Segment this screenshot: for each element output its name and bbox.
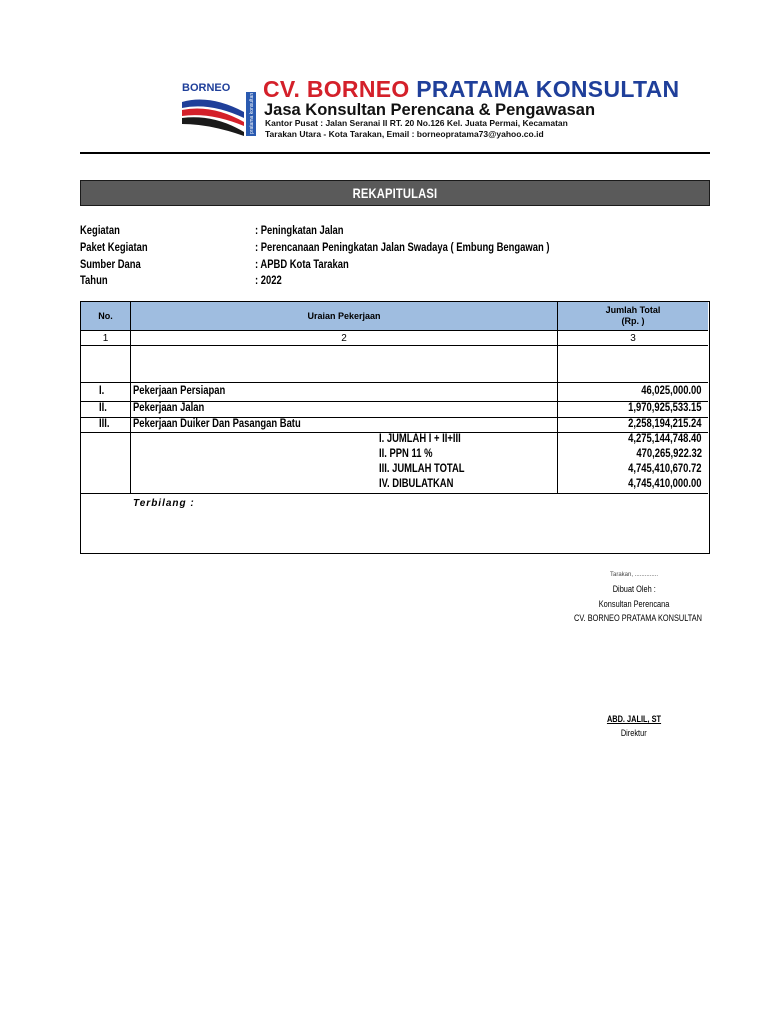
logo-text: BORNEO bbox=[182, 82, 231, 94]
company-name bbox=[263, 76, 679, 103]
logo-side-text: pratama konsultan bbox=[249, 92, 255, 134]
title-bar bbox=[80, 180, 710, 206]
info-value: : APBD Kota Tarakan bbox=[255, 259, 349, 271]
address-line-1: Kantor Pusat : Jalan Seranai II RT. 20 No.126 Kel. Juata Permai, Kecamatan bbox=[265, 118, 568, 128]
item-no: III. bbox=[99, 418, 110, 430]
col-number: 3 bbox=[558, 331, 708, 346]
company-name-suffix: PRATAMA KONSULTAN bbox=[416, 76, 680, 102]
info-label: Paket Kegiatan bbox=[80, 242, 148, 254]
item-uraian: Pekerjaan Persiapan bbox=[133, 385, 226, 397]
summary-amount: 4,275,144,748.40 bbox=[628, 433, 702, 445]
info-label: Sumber Dana bbox=[80, 259, 141, 271]
company-tagline: Jasa Konsultan Perencana & Pengawasan bbox=[264, 101, 596, 119]
header-divider bbox=[80, 152, 710, 154]
signatory-position: Direktur bbox=[621, 728, 647, 738]
header-uraian: Uraian Pekerjaan bbox=[131, 302, 558, 331]
summary-amount: 4,745,410,000.00 bbox=[628, 478, 702, 490]
item-no: I. bbox=[99, 385, 105, 397]
summary-label: IV. DIBULATKAN bbox=[379, 478, 454, 490]
col-number: 2 bbox=[131, 331, 558, 346]
company-logo bbox=[180, 78, 258, 138]
signature-company: CV. BORNEO PRATAMA KONSULTAN bbox=[574, 613, 703, 623]
item-uraian: Pekerjaan Duiker Dan Pasangan Batu bbox=[133, 418, 301, 430]
summary-label: III. JUMLAH TOTAL bbox=[379, 463, 465, 475]
summary-label: II. PPN 11 % bbox=[379, 448, 433, 460]
info-value: : 2022 bbox=[255, 275, 282, 287]
item-no: II. bbox=[99, 402, 107, 414]
prepared-by: Dibuat Oleh : bbox=[612, 584, 656, 594]
item-uraian: Pekerjaan Jalan bbox=[133, 402, 205, 414]
header-jumlah: Jumlah Total (Rp. ) bbox=[558, 302, 708, 331]
info-label: Tahun bbox=[80, 275, 108, 287]
summary-amount: 470,265,922.32 bbox=[636, 448, 702, 460]
consultant-role: Konsultan Perencana bbox=[598, 599, 670, 609]
info-row-paket bbox=[0, 242, 768, 256]
info-row-kegiatan bbox=[0, 225, 768, 239]
col-number: 1 bbox=[81, 331, 131, 346]
summary-label: I. JUMLAH I + II+III bbox=[379, 433, 461, 445]
info-value: : Perencanaan Peningkatan Jalan Swadaya ( Embung Bengawan ) bbox=[255, 242, 550, 254]
info-label: Kegiatan bbox=[80, 225, 120, 237]
item-amount: 46,025,000.00 bbox=[641, 385, 702, 397]
info-value: : Peningkatan Jalan bbox=[255, 225, 344, 237]
recap-table bbox=[80, 301, 710, 554]
summary-amount: 4,745,410,670.72 bbox=[628, 463, 702, 475]
signatory-name: ABD. JALIL, ST bbox=[606, 714, 662, 724]
document-title: REKAPITULASI bbox=[352, 185, 438, 201]
place-date: Tarakan, .............. bbox=[609, 572, 659, 578]
item-amount: 2,258,194,215.24 bbox=[628, 418, 702, 430]
terbilang-label: Terbilang : bbox=[133, 498, 195, 509]
header-no: No. bbox=[81, 302, 131, 331]
company-name-prefix: CV. BORNEO bbox=[263, 76, 410, 102]
info-row-sumber-dana bbox=[0, 259, 768, 273]
address-line-2: Tarakan Utara - Kota Tarakan, Email : borneopratama73@yahoo.co.id bbox=[265, 129, 544, 139]
item-amount: 1,970,925,533.15 bbox=[628, 402, 702, 414]
info-row-tahun bbox=[0, 275, 768, 289]
